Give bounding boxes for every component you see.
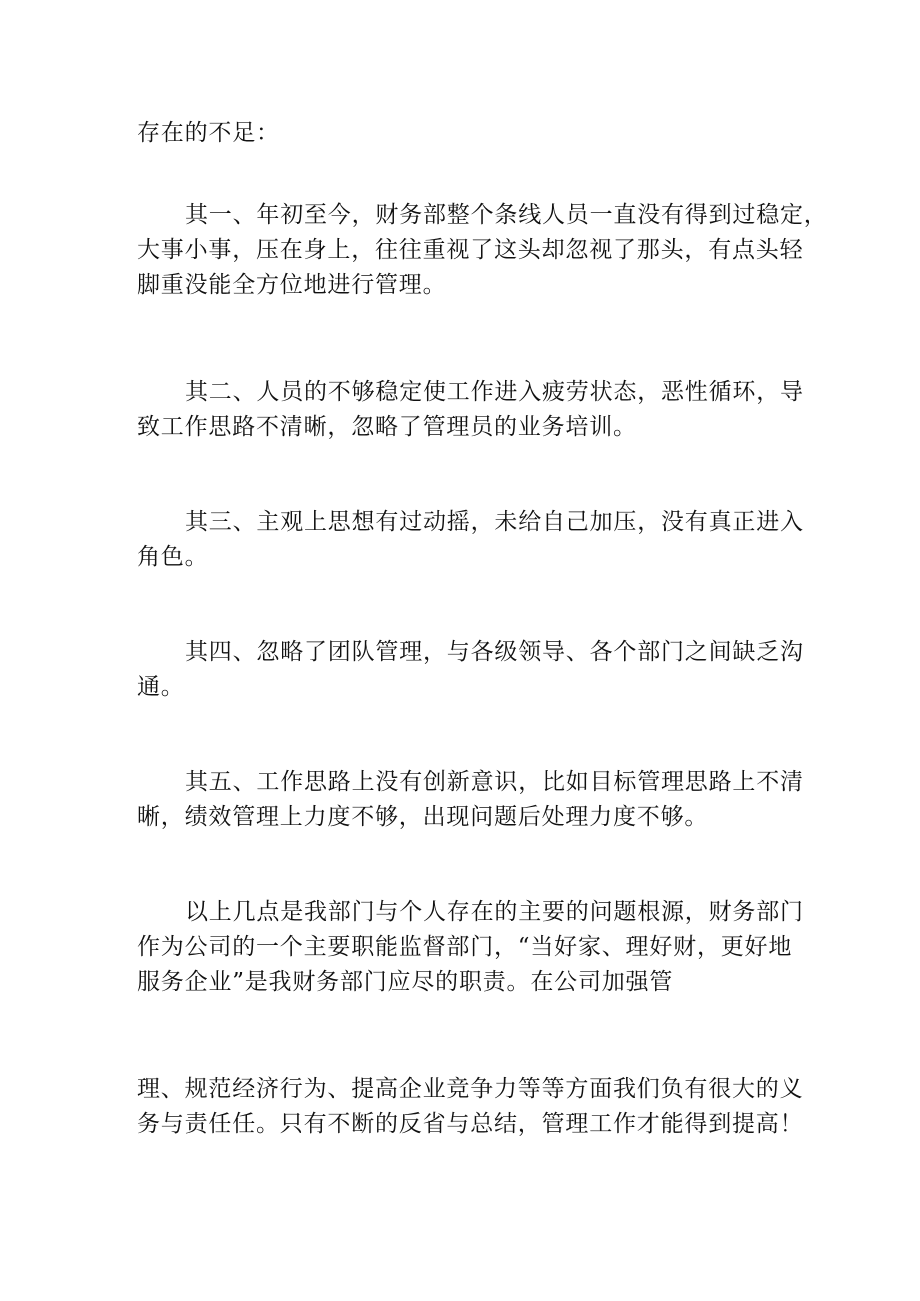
text-line: 角色。 (137, 544, 209, 570)
text-line: 其四、忽略了团队管理，与各级领导、各个部门之间缺乏沟 (185, 639, 804, 665)
paragraph-7 (137, 1072, 804, 1142)
text-line: 晰，绩效管理上力度不够，出现问题后处理力度不够。 (137, 804, 709, 830)
text-line: 作为公司的一个主要职能监督部门，“当好家、理好财，更好地 (137, 934, 793, 960)
text-line: 其二、人员的不够稳定使工作进入疲劳状态，恶性循环，导 (185, 379, 804, 405)
text-line: 脚重没能全方位地进行管理。 (137, 272, 447, 298)
text-line: 服务企业”是我财务部门应尽的职责。在公司加强管 (137, 969, 674, 995)
paragraph-4 (137, 635, 804, 705)
text-line: 存在的不足： (137, 120, 280, 146)
text-line: 大事小事，压在身上，往往重视了这头却忽视了那头，有点头轻 (137, 237, 804, 263)
text-line: 其一、年初至今，财务部整个条线人员一直没有得到过稳定， (185, 202, 828, 228)
paragraph-6 (137, 895, 804, 1000)
section-heading (137, 116, 797, 151)
paragraph-5 (137, 765, 804, 835)
paragraph-1 (137, 198, 828, 303)
paragraph-2 (137, 375, 804, 445)
text-line: 通。 (137, 674, 185, 700)
text-line: 务与责任任。只有不断的反省与总结，管理工作才能得到提高！ (137, 1111, 804, 1137)
text-line: 致工作思路不清晰，忽略了管理员的业务培训。 (137, 414, 637, 440)
text-line: 其五、工作思路上没有创新意识，比如目标管理思路上不清 (185, 769, 804, 795)
paragraph-3 (137, 505, 804, 575)
text-line: 理、规范经济行为、提高企业竞争力等等方面我们负有很大的义 (137, 1076, 804, 1102)
text-line: 其三、主观上思想有过动摇，未给自己加压，没有真正进入 (185, 509, 804, 535)
text-line: 以上几点是我部门与个人存在的主要的问题根源，财务部门 (185, 899, 804, 925)
